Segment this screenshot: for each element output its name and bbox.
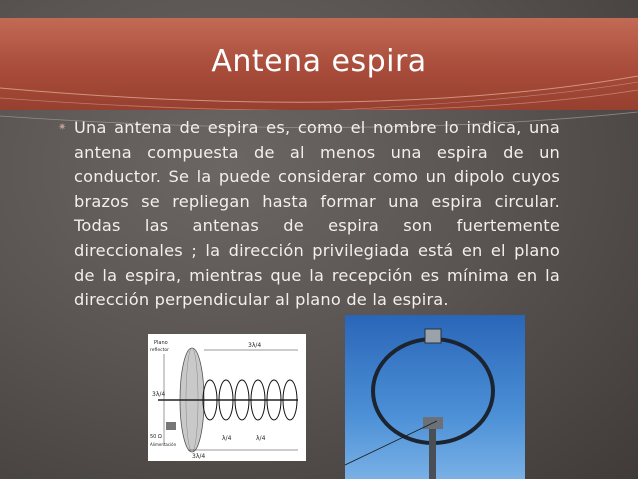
diagram-drawing [148, 334, 306, 461]
slide-title: Antena espira [211, 44, 427, 79]
diagram-dim-mid2: λ/4 [256, 435, 266, 442]
diagram-dim-top: 3λ/4 [248, 342, 262, 349]
loop-antenna-diagram [148, 334, 306, 461]
bullet-icon: ✷ [58, 122, 67, 133]
diagram-label-reflector: reflector [150, 348, 169, 353]
diagram-label-alimentacion: Alimentación [150, 442, 177, 447]
loop-antenna-photo [345, 315, 525, 479]
diagram-dim-left: 3λ/4 [152, 391, 166, 398]
diagram-label-plano: Plano [154, 340, 168, 346]
body-paragraph: Una antena de espira es, como el nombre lo indica, una antena compuesta de al menos una espira de un conductor. Se la puede considerar como un dipolo cuyos brazos se repliegan hasta formar una espira circular. Todas las antenas de espira son fuertemente direccionales ; la dirección privilegiada está en el plano de la espira, mientras que la recepción es mínima en la dirección perpendicular al plano de la espira. [74, 118, 560, 310]
diagram-dim-bottom: 3λ/4 [192, 453, 206, 460]
diagram-label-ohm: 50 Ω [150, 434, 162, 440]
photo-drawing [345, 315, 525, 479]
diagram-dim-mid1: λ/4 [222, 435, 232, 442]
